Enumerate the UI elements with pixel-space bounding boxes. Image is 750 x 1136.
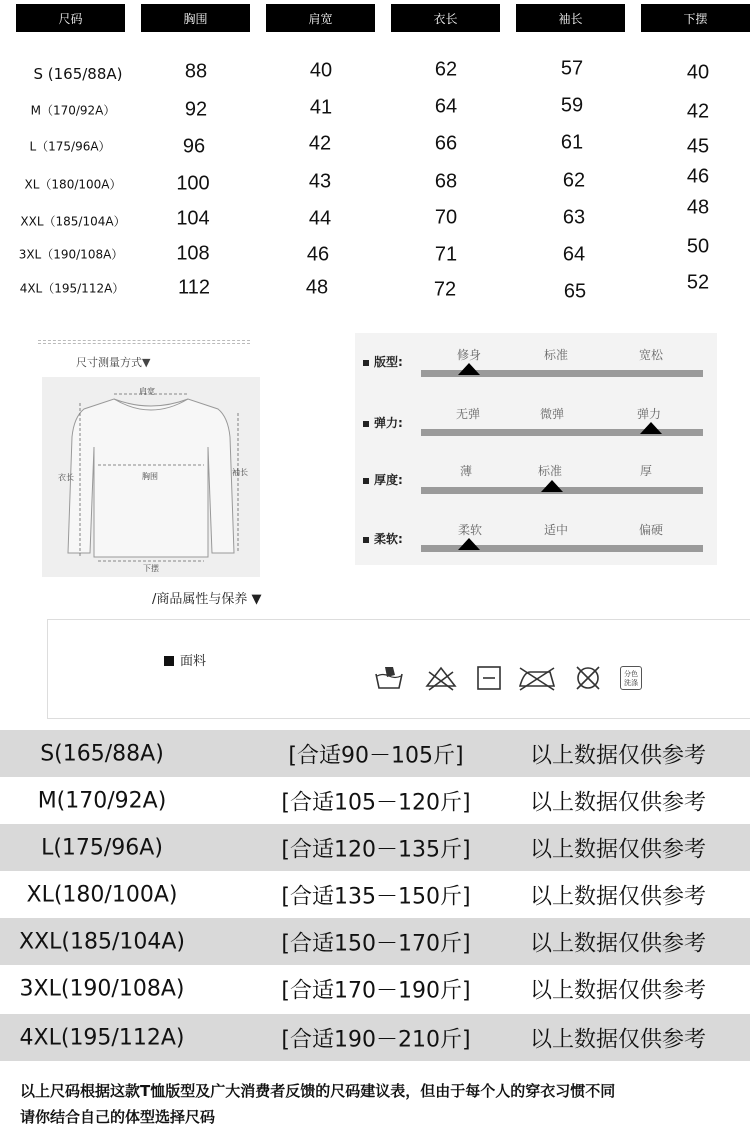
- rec-size: XL(180/100A): [26, 882, 178, 907]
- divider: [38, 340, 250, 341]
- footer-line: 以上尺码根据这款T恤版型及广大消费者反馈的尺码建议表，但由于每个人的穿衣习惯不同: [20, 1082, 616, 1100]
- rec-range: [合适190－210斤]: [281, 1027, 471, 1052]
- attr-stretch-label: [363, 414, 403, 431]
- header-shoulder: 肩宽: [266, 4, 375, 32]
- table-cell-length: 70: [434, 206, 458, 229]
- table-cell-length: 68: [434, 170, 458, 193]
- header-hem: 下摆: [641, 4, 750, 32]
- rec-size: 4XL(195/112A): [19, 1025, 185, 1050]
- attr-thickness-label: [363, 471, 403, 488]
- no-bleach-icon: [424, 664, 458, 692]
- table-cell-size: XXL（185/104A）: [20, 214, 126, 229]
- shoulder-label: 肩宽: [139, 387, 155, 396]
- table-row: [0, 730, 750, 777]
- attr-thickness-text: 厚度:: [374, 473, 403, 487]
- table-cell-length: 66: [434, 132, 458, 155]
- table-cell-sleeve: 62: [562, 169, 586, 192]
- table-cell-size: XL（180/100A）: [24, 177, 122, 192]
- care-box: [47, 619, 750, 719]
- attr-thickness-option: 厚: [639, 464, 653, 478]
- table-cell-sleeve: 65: [563, 280, 587, 303]
- length-label: 衣长: [58, 473, 74, 482]
- table-cell-shoulder: 42: [308, 132, 332, 155]
- table-cell-shoulder: 48: [305, 276, 329, 299]
- attr-fit-label: [363, 353, 403, 370]
- attr-stretch-option: 无弹: [455, 407, 481, 421]
- table-cell-chest: 100: [176, 172, 210, 195]
- table-cell-hem: 45: [686, 135, 710, 158]
- table-cell-shoulder: 43: [308, 170, 332, 193]
- table-cell-chest: 104: [176, 207, 210, 230]
- chest-label: 胸围: [142, 472, 158, 481]
- table-cell-shoulder: 40: [309, 59, 333, 82]
- rec-range: [合适105－120斤]: [281, 790, 471, 815]
- table-cell-sleeve: 59: [560, 94, 584, 117]
- bullet-icon: [164, 656, 174, 666]
- table-cell-length: 72: [433, 278, 457, 301]
- attr-fit-text: 版型:: [374, 355, 403, 369]
- table-cell-length: 71: [434, 243, 458, 266]
- header-chest: 胸围: [141, 4, 250, 32]
- table-cell-size: M（170/92A）: [30, 103, 116, 118]
- attr-fit-marker: [458, 363, 480, 375]
- table-cell-sleeve: 57: [560, 57, 584, 80]
- no-iron-icon: [516, 664, 558, 692]
- attr-stretch-text: 弹力:: [374, 416, 403, 430]
- table-cell-size: 4XL（195/112A）: [19, 281, 125, 296]
- tumble-dry-icon: [476, 664, 502, 692]
- table-cell-chest: 88: [184, 60, 208, 83]
- table-cell-hem: 48: [686, 196, 710, 219]
- rec-size: XXL(185/104A): [18, 929, 186, 954]
- attr-softness-option: 柔软: [457, 523, 483, 537]
- table-cell-hem: 50: [686, 235, 710, 258]
- bullet-icon: [363, 360, 369, 366]
- bullet-icon: [363, 421, 369, 427]
- rec-range: [合适150－170斤]: [281, 931, 471, 956]
- attr-thickness-option: 标准: [537, 464, 563, 478]
- attr-softness-label: [363, 530, 403, 547]
- rec-note: 以上数据仅供参考: [529, 931, 707, 956]
- rec-size: M(170/92A): [37, 788, 167, 813]
- divider: [38, 343, 250, 344]
- table-cell-shoulder: 44: [308, 207, 332, 230]
- table-cell-sleeve: 63: [562, 206, 586, 229]
- rec-range: [合适170－190斤]: [281, 978, 471, 1003]
- rec-size: S(165/88A): [40, 741, 164, 766]
- table-cell-chest: 112: [178, 276, 210, 299]
- table-cell-hem: 40: [686, 61, 710, 84]
- table-cell-hem: 52: [686, 271, 710, 294]
- attr-softness-option: 适中: [543, 523, 569, 537]
- rec-range: [合适135－150斤]: [281, 884, 471, 909]
- table-cell-size: 3XL（190/108A）: [18, 247, 124, 262]
- attr-fit-option: 标准: [543, 348, 569, 362]
- bullet-icon: [363, 537, 369, 543]
- attr-thickness-marker: [541, 480, 563, 492]
- rec-note: 以上数据仅供参考: [529, 1027, 707, 1052]
- rec-note: 以上数据仅供参考: [529, 884, 707, 909]
- measurement-diagram: [42, 377, 260, 577]
- attr-thickness-option: 薄: [459, 464, 473, 478]
- separate-wash-icon: 分色洗涤: [620, 666, 642, 690]
- table-cell-size: L（175/96A）: [29, 139, 111, 154]
- care-title-text: /商品属性与保养: [152, 592, 248, 607]
- header-length: 衣长: [391, 4, 500, 32]
- table-cell-length: 62: [434, 58, 458, 81]
- attr-stretch-option: 微弹: [539, 407, 565, 421]
- rec-range: [合适120－135斤]: [281, 837, 471, 862]
- rec-note: 以上数据仅供参考: [529, 978, 707, 1003]
- footer-line: 请你结合自己的体型选择尺码: [20, 1108, 216, 1126]
- table-cell-chest: 96: [182, 135, 206, 158]
- table-row: [0, 824, 750, 871]
- table-row: [0, 1014, 750, 1061]
- table-cell-hem: 46: [686, 165, 710, 188]
- attr-softness-text: 柔软:: [374, 532, 403, 546]
- rec-size: L(175/96A): [41, 835, 163, 860]
- attr-softness-option: 偏硬: [638, 523, 664, 537]
- table-cell-sleeve: 61: [560, 131, 584, 154]
- attr-fit-option: 修身: [456, 348, 482, 362]
- table-cell-chest: 108: [176, 242, 210, 265]
- table-row: [0, 871, 750, 918]
- footer-note: [20, 1078, 740, 1130]
- fabric-text: 面料: [180, 654, 207, 669]
- care-section-title: [152, 588, 262, 607]
- rec-note: 以上数据仅供参考: [529, 743, 707, 768]
- table-cell-shoulder: 46: [306, 243, 330, 266]
- table-row: [0, 918, 750, 965]
- rec-range: [合适90－105斤]: [288, 743, 464, 768]
- rec-size: 3XL(190/108A): [19, 976, 185, 1001]
- measure-title: 尺寸测量方式▼: [76, 356, 151, 369]
- rec-note: 以上数据仅供参考: [529, 837, 707, 862]
- rec-note: 以上数据仅供参考: [529, 790, 707, 815]
- header-size: 尺码: [16, 4, 125, 32]
- attr-softness-marker: [458, 538, 480, 550]
- attr-fit-option: 宽松: [638, 348, 664, 362]
- table-cell-size: S (165/88A): [33, 65, 123, 83]
- attr-stretch-option: 弹力: [636, 407, 662, 421]
- table-row: [0, 965, 750, 1012]
- table-cell-sleeve: 64: [562, 243, 586, 266]
- header-sleeve: 袖长: [516, 4, 625, 32]
- attribute-scales: [355, 333, 717, 565]
- chevron-down-icon: ▼: [251, 592, 262, 607]
- fabric-label: [164, 650, 206, 669]
- sleeve-label: 袖长: [232, 468, 248, 477]
- table-cell-shoulder: 41: [309, 96, 333, 119]
- no-dry-clean-icon: [573, 664, 603, 692]
- table-cell-hem: 42: [686, 100, 710, 123]
- attr-stretch-marker: [640, 422, 662, 434]
- table-row: [0, 777, 750, 824]
- hand-wash-icon: [374, 664, 404, 692]
- table-cell-length: 64: [434, 95, 458, 118]
- bullet-icon: [363, 478, 369, 484]
- hem-label: 下摆: [143, 564, 159, 573]
- table-cell-chest: 92: [184, 98, 208, 121]
